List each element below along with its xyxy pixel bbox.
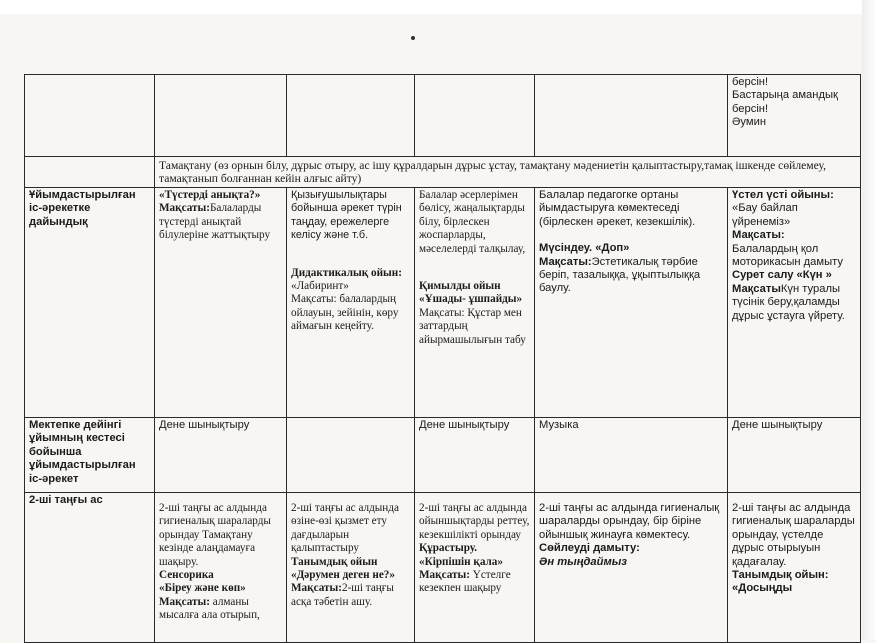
goal-label: Мақсаты: [419, 569, 470, 582]
plan-table [24, 74, 861, 643]
cell-title: «Біреу және көп» [159, 582, 246, 595]
cell-title: «Кірпішін қала» [419, 555, 503, 568]
goal-label: Мақсаты: [539, 255, 592, 268]
cell-text: Дене шынықтыру [732, 419, 823, 431]
row-label-text: Ұйымдастырылған іс-әрекетке дайындық [29, 189, 136, 228]
cell-text: Дене шынықтыру [159, 419, 250, 431]
table-cell [535, 188, 728, 418]
page-right-edge [862, 0, 876, 640]
cell-text: Дене шынықтыру [419, 419, 510, 431]
table-cell [287, 418, 415, 493]
table-cell [728, 188, 861, 418]
goal-text: Балалардың қол моторикасын дамыту [732, 242, 843, 269]
table-cell [535, 75, 728, 157]
cell-title: Танымдық ойын «Дәрумен деген не?» [291, 555, 395, 582]
table-cell [25, 157, 155, 188]
table-row [25, 75, 861, 157]
scan-speck [411, 36, 415, 40]
meal-row-text: Тамақтану (өз орнын білу, дұрыс отыру, ас ішу құралдарын дұрыс ұстау, тамақтану мәдениетін қалыптастыру,тамақ ішкенде сөйлемеу, тамақтанып болғаннан кейін алғыс айту) [159, 159, 826, 185]
cell-title: Үстел үсті ойыны: [732, 189, 834, 201]
row-label-prep [25, 188, 155, 418]
table-cell [155, 418, 287, 493]
table-cell [415, 188, 535, 418]
cell-text: 2-ші таңғы ас алдында гигиеналық шараларды орындау, үстелде дұрыс отырыуын қадағалау. [732, 502, 855, 568]
table-cell [155, 188, 287, 418]
cell-text: Балалар әсерлерімен бөлісу, жаңалықтарды білу, бірлескен жоспарларды, мәселелерді талқылау, [419, 189, 526, 255]
row-label-text: 2-ші таңғы ас [29, 494, 103, 506]
cell-text: Мақсаты: Құстар мен заттардың айырмашылығын табу [419, 306, 526, 346]
cell-subtitle: Ән тыңдаймыз [539, 555, 627, 568]
goal-label: Мақсаты [732, 282, 781, 295]
table-cell [415, 75, 535, 157]
row-label-text: Мектепке дейінгі ұйымның кестесі бойынша ұйымдастырылған іс-әрекет [29, 419, 136, 485]
table-cell [155, 75, 287, 157]
meal-row-cell [155, 157, 861, 188]
cell-text: Мақсаты: балалардың ойлауын, зейінін, көру аймағын кеңейту. [291, 293, 399, 333]
goal-label: Мақсаты: [291, 582, 342, 595]
cell-title: Танымдық ойын: [732, 569, 829, 582]
table-cell [535, 493, 728, 643]
cell-text: Бастарыңа амандық берсін! [732, 89, 838, 115]
goal-text: Күн туралы түсінік беру,қаламды дұрыс ұстауга үйрету. [732, 282, 845, 322]
table-cell [287, 75, 415, 157]
cell-text: 2-ші таңғы ас алдында гигиеналық шараларды орындау Тамақтану кезінде алаңдамауға шақыру. [159, 502, 271, 568]
cell-text: 2-ші таңғы ас алдында өзіне-өзі қызмет ету дағдыларын қалыптастыру [291, 502, 399, 555]
table-cell [415, 418, 535, 493]
table-cell [155, 493, 287, 643]
cell-title: Сөйлеуді дамыту: [539, 542, 640, 555]
cell-text: «Лабиринт» [291, 280, 349, 293]
table-cell [287, 188, 415, 418]
cell-text: 2-ші таңғы ас алдында ойыншықтарды реттеу, кезекшілікті орындау [419, 502, 530, 541]
cell-title: «Түстерді анықта?» [159, 189, 261, 201]
row-label-schedule [25, 418, 155, 493]
cell-text: Балалар педагогке ортаны йымдастыруға көмектеседі (бірлескен әрекет, кезекшілік). [539, 189, 696, 228]
goal-text: Үстелге кезекпен шақыру [419, 569, 511, 595]
table-row [25, 157, 861, 188]
cell-title: Қимылды ойын «Ұшады- ұшпайды» [419, 280, 523, 306]
cell-title: Мүсіндеу. «Доп» [539, 242, 630, 255]
goal-text: алманы мысалға ала отырып, [159, 595, 260, 622]
cell-text: «Бау байлап үйренеміз» [732, 202, 798, 228]
table-row [25, 493, 861, 643]
cell-text: 2-ші таңғы ас алдында гигиеналық шараларды орындау, бір біріне ойыншық жинауға көмектесу. [539, 502, 720, 541]
goal-label: Мақсаты: [159, 202, 210, 215]
goal-text: Балаларды түстерді анықтай білулеріне жаттықтыру [159, 202, 271, 242]
goal-text: 2-ші таңғы асқа тәбетін ашу. [291, 582, 394, 608]
cell-text: Әумин [732, 116, 767, 129]
cell-text: Қызығушылықтары бойынша әрекет түрін таңдау, ережелерге келісу және т.б. [291, 189, 402, 242]
cell-text: берсін! [732, 76, 769, 88]
cell-title: Дидактикалық ойын: [291, 266, 402, 279]
goal-label: Мақсаты: [159, 595, 210, 608]
table-cell [25, 75, 155, 157]
table-cell [728, 75, 861, 157]
page-top-band [0, 0, 876, 14]
cell-text: Музыка [539, 419, 579, 431]
table-row [25, 188, 861, 418]
cell-title: «Досыңды [732, 582, 793, 595]
table-cell [728, 418, 861, 493]
row-label-breakfast [25, 493, 155, 643]
table-cell [287, 493, 415, 643]
cell-title: Сурет салу «Күн » [732, 269, 832, 282]
table-cell [415, 493, 535, 643]
goal-label: Мақсаты: [732, 229, 785, 242]
table-cell [535, 418, 728, 493]
table-cell [728, 493, 861, 643]
table-row [25, 418, 861, 493]
cell-title: Құрастыру. [419, 542, 478, 555]
cell-title: Сенсорика [159, 569, 214, 582]
goal-text: Эстетикалық тәрбие беріп, тазалыққа, ұқыптылыққа баулу. [539, 255, 701, 295]
